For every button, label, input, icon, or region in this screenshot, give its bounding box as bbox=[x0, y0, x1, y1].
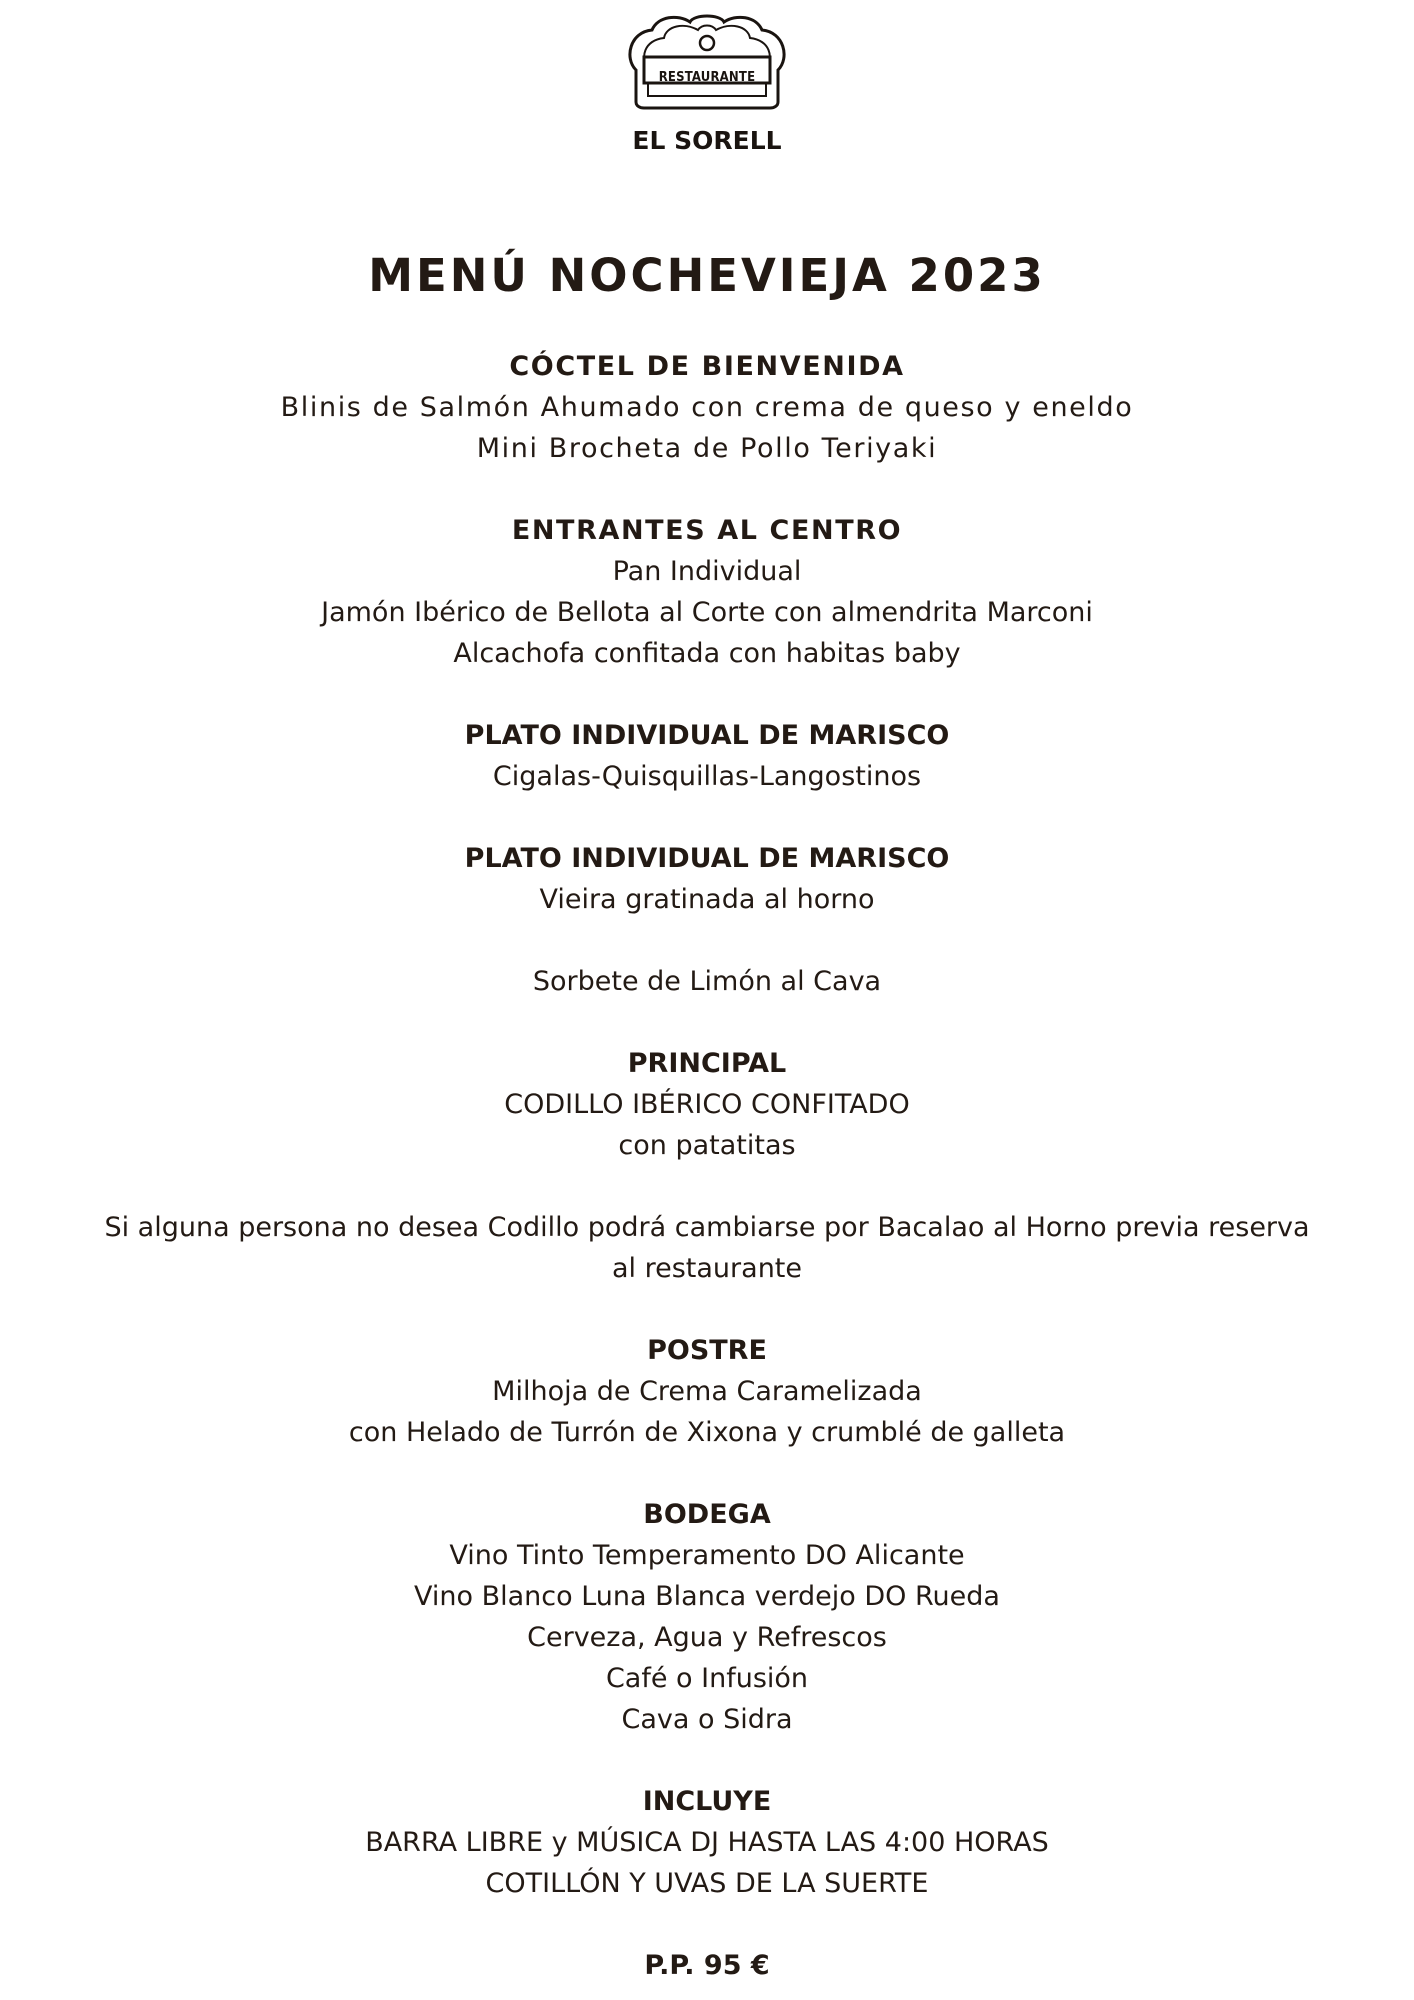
menu-item: Pan Individual bbox=[612, 556, 802, 587]
menu-item: Vieira gratinada al horno bbox=[539, 884, 875, 915]
menu-item: Vino Tinto Temperamento DO Alicante bbox=[449, 1540, 965, 1571]
restaurant-logo bbox=[622, 8, 792, 156]
section-heading-postre: POSTRE bbox=[647, 1335, 767, 1366]
menu-item: Cava o Sidra bbox=[621, 1704, 793, 1735]
substitution-note: Si alguna persona no desea Codillo podrá cambiarse por Bacalao al Horno previa reserva al restaurante bbox=[104, 1212, 1310, 1284]
menu-item: Blinis de Salmón Ahumado con crema de queso y eneldo bbox=[280, 392, 1134, 423]
logo-name-text: EL SORELL bbox=[632, 126, 782, 155]
menu-item: COTILLÓN Y UVAS DE LA SUERTE bbox=[485, 1868, 929, 1899]
logo-restaurante-text: RESTAURANTE bbox=[658, 70, 756, 85]
section-heading-bodega: BODEGA bbox=[643, 1499, 771, 1530]
menu-item: con Helado de Turrón de Xixona y crumblé de galleta bbox=[348, 1417, 1066, 1448]
logo-emblem-icon bbox=[622, 8, 792, 126]
menu-item: con patatitas bbox=[618, 1130, 796, 1161]
menu-item: Café o Infusión bbox=[605, 1663, 809, 1694]
section-heading-coctel: CÓCTEL DE BIENVENIDA bbox=[509, 351, 905, 382]
menu-item: CODILLO IBÉRICO CONFITADO bbox=[504, 1089, 910, 1120]
menu-item: Mini Brocheta de Pollo Teriyaki bbox=[476, 433, 938, 464]
menu-item: Milhoja de Crema Caramelizada bbox=[492, 1376, 922, 1407]
menu-item: Jamón Ibérico de Bellota al Corte con almendrita Marconi bbox=[321, 597, 1093, 628]
section-heading-entrantes: ENTRANTES AL CENTRO bbox=[511, 515, 903, 546]
menu-content bbox=[90, 346, 1324, 1986]
menu-item: BARRA LIBRE y MÚSICA DJ HASTA LAS 4:00 HORAS bbox=[365, 1827, 1049, 1858]
menu-item: Cigalas-Quisquillas-Langostinos bbox=[492, 761, 922, 792]
menu-item: Alcachofa confitada con habitas baby bbox=[453, 638, 961, 669]
menu-item: Cerveza, Agua y Refrescos bbox=[527, 1622, 887, 1653]
menu-item: Vino Blanco Luna Blanca verdejo DO Rueda bbox=[414, 1581, 1000, 1612]
menu-title: MENÚ NOCHEVIEJA 2023 bbox=[368, 249, 1046, 302]
menu-item-sorbete: Sorbete de Limón al Cava bbox=[532, 966, 882, 997]
section-heading-marisco-2: PLATO INDIVIDUAL DE MARISCO bbox=[464, 843, 950, 874]
section-heading-principal: PRINCIPAL bbox=[627, 1048, 787, 1079]
price-per-person: P.P. 95 € bbox=[644, 1950, 770, 1981]
section-heading-marisco-1: PLATO INDIVIDUAL DE MARISCO bbox=[464, 720, 950, 751]
section-heading-incluye: INCLUYE bbox=[642, 1786, 772, 1817]
